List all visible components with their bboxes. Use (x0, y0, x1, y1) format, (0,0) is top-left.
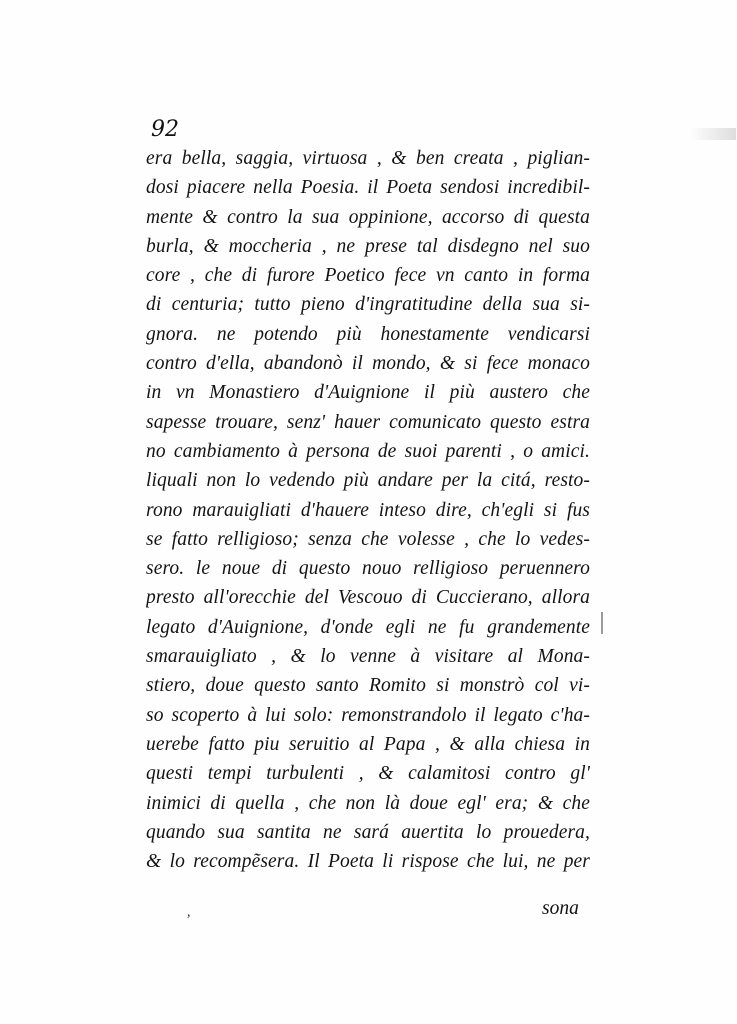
text-line: so scoperto à lui solo: remonstrandolo il legato c'ha- (146, 704, 590, 726)
text-line: presto all'orecchie del Vescouo di Cuccierano, allora (146, 587, 590, 609)
ink-speck: , (187, 905, 191, 920)
text-line: questi tempi turbulenti , & calamitosi contro gl' (146, 763, 590, 785)
text-line: burla, & moccheria , ne prese tal disdegno nel suo (146, 235, 590, 257)
text-line: no cambiamento à persona de suoi parenti , o amici. (146, 440, 590, 462)
text-line: se fatto relligioso; senza che volesse , che lo vedes- (146, 528, 590, 550)
text-line: sero. le noue di questo nouo relligioso peruennero (146, 558, 590, 580)
text-line: & lo recompẽsera. Il Poeta li rispose che lui, ne per (146, 851, 590, 873)
text-line: mente & contro la sua oppinione, accorso di questa (146, 206, 590, 228)
text-line: quando sua santita ne sará auertita lo prouedera, (146, 821, 590, 843)
text-line: dosi piacere nella Poesia. il Poeta sendosi incredibil- (146, 177, 590, 199)
text-line: smarauigliato , & lo venne à visitare al Mona- (146, 646, 590, 668)
text-line: inimici di quella , che non là doue egl' era; & che (146, 792, 590, 814)
text-line: di centuria; tutto pieno d'ingratitudine della sua si- (146, 294, 590, 316)
catchword: sona (542, 898, 579, 919)
text-line: sapesse trouare, senz' hauer comunicato questo estra (146, 411, 590, 433)
text-line: rono marauigliati d'hauere inteso dire, ch'egli si fus (146, 499, 590, 521)
text-line: stiero, doue questo santo Romito si monstrò col vi- (146, 675, 590, 697)
text-line: in vn Monastiero d'Auignione il più austero che (146, 382, 590, 404)
text-block (146, 144, 590, 876)
text-line: legato d'Auignione, d'onde egli ne fu grandemente (146, 616, 590, 638)
page-number: 92 (151, 117, 179, 142)
text-line: era bella, saggia, virtuosa , & ben creata , piglian- (146, 148, 590, 169)
margin-mark (601, 612, 603, 634)
scan-edge-smudge (690, 128, 736, 140)
text-line: contro d'ella, abandonò il mondo, & si fece monaco (146, 353, 590, 375)
text-line: gnora. ne potendo più honestamente vendicarsi (146, 323, 590, 345)
text-line: liquali non lo vedendo più andare per la citá, resto- (146, 470, 590, 492)
text-line: core , che di furore Poetico fece vn canto in forma (146, 265, 590, 287)
text-line: uerebe fatto piu seruitio al Papa , & alla chiesa in (146, 733, 590, 755)
